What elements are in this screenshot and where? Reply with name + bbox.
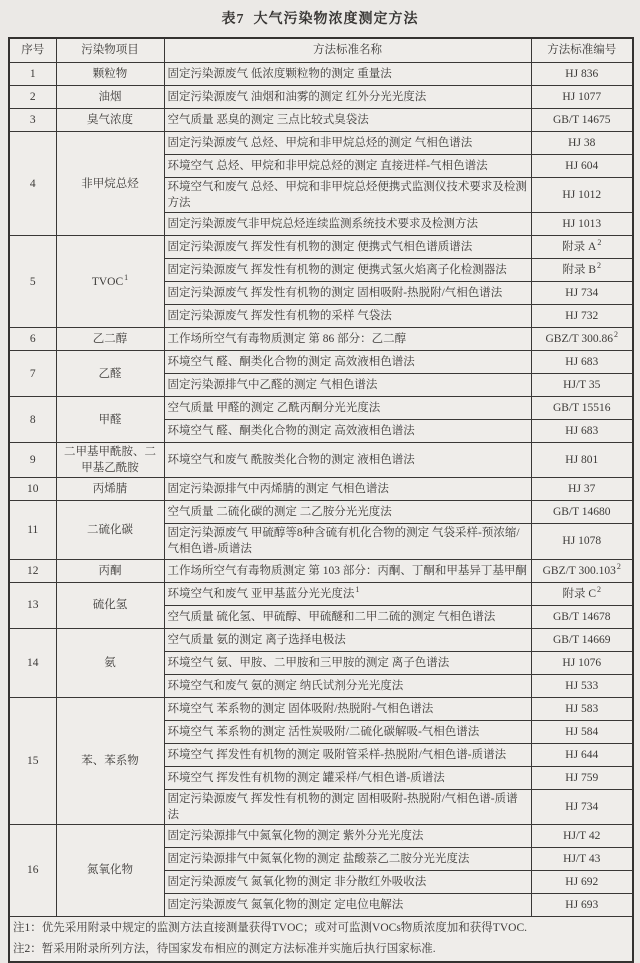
method-code-cell-text: GBZ/T 300.103 bbox=[542, 564, 616, 577]
method-code-cell-text: HJ 1078 bbox=[562, 535, 602, 548]
notes-cell bbox=[9, 916, 633, 962]
method-name-cell bbox=[164, 155, 531, 178]
notes-row bbox=[9, 916, 633, 962]
method-name-cell bbox=[164, 328, 531, 351]
pollutant-cell-text: 丙酮 bbox=[98, 564, 122, 577]
method-code-cell-text: HJ 1077 bbox=[562, 90, 602, 103]
method-name-cell bbox=[164, 259, 531, 282]
method-code-cell-text: HJ 836 bbox=[565, 67, 599, 80]
row-number-cell bbox=[9, 582, 56, 628]
method-name-cell bbox=[164, 132, 531, 155]
method-name-cell-text: 固定污染源废气 挥发性有机物的测定 固相吸附-热脱附/气相色谱法 bbox=[167, 287, 503, 300]
method-name-cell bbox=[164, 789, 531, 824]
table-row bbox=[9, 582, 633, 605]
method-code-cell-text: HJ 1012 bbox=[562, 189, 602, 202]
row-number-cell bbox=[9, 443, 56, 478]
method-name-cell bbox=[164, 397, 531, 420]
method-name-cell bbox=[164, 501, 531, 524]
superscript-note-ref: 2 bbox=[597, 261, 602, 271]
method-code-cell-text: HJ 692 bbox=[565, 875, 599, 888]
method-name-cell-text: 环境空气和废气 氨的测定 纳氏试剂分光光度法 bbox=[167, 679, 404, 692]
row-number-cell-text: 4 bbox=[29, 177, 36, 190]
row-number-cell-text: 1 bbox=[29, 67, 36, 80]
method-code-cell-text: HJ/T 42 bbox=[563, 829, 601, 842]
method-code-cell bbox=[531, 628, 633, 651]
pollutant-cell bbox=[56, 109, 164, 132]
row-number-cell bbox=[9, 824, 56, 916]
table-header bbox=[9, 38, 633, 63]
method-code-cell-text: HJ 38 bbox=[568, 136, 596, 149]
method-code-cell bbox=[531, 109, 633, 132]
method-code-cell-text: HJ/T 35 bbox=[563, 379, 601, 392]
row-number-cell bbox=[9, 236, 56, 328]
method-code-cell-text: GBZ/T 300.86 bbox=[545, 333, 613, 346]
row-number-cell bbox=[9, 697, 56, 824]
method-name-cell-text: 固定污染源废气 总烃、甲烷和非甲烷总烃的测定 气相色谱法 bbox=[167, 136, 473, 149]
method-name-cell bbox=[164, 63, 531, 86]
method-code-cell-text: HJ 734 bbox=[565, 287, 599, 300]
method-code-cell bbox=[531, 893, 633, 916]
method-code-cell bbox=[531, 178, 633, 213]
pollutant-cell bbox=[56, 443, 164, 478]
method-code-cell bbox=[531, 305, 633, 328]
method-name-cell-text: 工作场所空气有毒物质测定 第 103 部分：丙酮、丁酮和甲基异丁基甲酮 bbox=[167, 564, 527, 577]
pollutant-cell-text: 甲醛 bbox=[98, 413, 122, 426]
pollutant-cell-text: 二甲基甲酰胺、二甲基乙酰胺 bbox=[64, 446, 156, 475]
row-number-cell bbox=[9, 132, 56, 236]
superscript-note-ref: 2 bbox=[616, 561, 621, 571]
table-row bbox=[9, 628, 633, 651]
method-code-cell bbox=[531, 374, 633, 397]
method-name-cell-text: 固定污染源废气 挥发性有机物的测定 固相吸附-热脱附/气相色谱-质谱法 bbox=[167, 792, 518, 821]
method-name-cell-text: 固定污染源废气 挥发性有机物的采样 气袋法 bbox=[167, 310, 392, 323]
method-name-cell-text: 固定污染源废气 氮氧化物的测定 定电位电解法 bbox=[167, 898, 404, 911]
method-name-cell bbox=[164, 236, 531, 259]
method-name-cell bbox=[164, 86, 531, 109]
method-code-cell bbox=[531, 132, 633, 155]
method-name-cell bbox=[164, 628, 531, 651]
method-code-cell bbox=[531, 86, 633, 109]
pollutant-cell bbox=[56, 86, 164, 109]
method-name-cell bbox=[164, 743, 531, 766]
method-name-cell-text: 固定污染源排气中氮氧化物的测定 盐酸萘乙二胺分光光度法 bbox=[167, 852, 470, 865]
method-code-cell-text: HJ 683 bbox=[565, 356, 599, 369]
method-code-cell-text: 附录 A bbox=[562, 241, 597, 254]
method-code-cell bbox=[531, 766, 633, 789]
method-name-cell bbox=[164, 524, 531, 559]
pollutant-cell bbox=[56, 824, 164, 916]
pollutant-cell-text: 氮氧化物 bbox=[87, 864, 133, 877]
table-row bbox=[9, 328, 633, 351]
method-name-cell bbox=[164, 766, 531, 789]
method-name-cell bbox=[164, 674, 531, 697]
pollutant-cell bbox=[56, 582, 164, 628]
method-code-cell-text: HJ 683 bbox=[565, 425, 599, 438]
pollutant-cell-text: 氨 bbox=[104, 656, 116, 669]
header-row bbox=[9, 38, 633, 63]
method-code-cell-text: GB/T 14675 bbox=[552, 113, 611, 126]
method-code-cell-text: 附录 C bbox=[562, 587, 597, 600]
method-name-cell-text: 环境空气 醛、酮类化合物的测定 高效液相色谱法 bbox=[167, 356, 415, 369]
method-name-cell bbox=[164, 697, 531, 720]
pollutant-cell-text: 臭气浓度 bbox=[87, 113, 133, 126]
method-code-cell bbox=[531, 501, 633, 524]
superscript-note-ref: 1 bbox=[355, 584, 360, 594]
method-name-cell-text: 固定污染源排气中氮氧化物的测定 紫外分光光度法 bbox=[167, 829, 424, 842]
row-number-cell-text: 3 bbox=[29, 113, 36, 126]
method-code-cell bbox=[531, 582, 633, 605]
pollutant-cell-text: 丙烯腈 bbox=[92, 483, 128, 496]
method-name-cell-text: 环境空气和废气 亚甲基蓝分光光度法 bbox=[167, 587, 355, 600]
table-row bbox=[9, 63, 633, 86]
method-name-cell bbox=[164, 720, 531, 743]
pollutant-cell bbox=[56, 559, 164, 582]
method-name-cell-text: 固定污染源废气 油烟和油雾的测定 红外分光光度法 bbox=[167, 90, 427, 103]
method-code-cell-text: HJ 732 bbox=[565, 310, 599, 323]
pollutant-cell-text: 油烟 bbox=[98, 90, 122, 103]
method-name-cell bbox=[164, 478, 531, 501]
method-name-cell-text: 空气质量 硫化氢、甲硫醇、甲硫醚和二甲二硫的测定 气相色谱法 bbox=[167, 610, 496, 623]
method-code-cell bbox=[531, 651, 633, 674]
method-code-cell bbox=[531, 478, 633, 501]
method-code-cell-text: 附录 B bbox=[562, 264, 597, 277]
method-code-cell bbox=[531, 63, 633, 86]
table-row bbox=[9, 501, 633, 524]
header-cell-method-name: 方法标准名称 bbox=[164, 38, 531, 63]
method-name-cell-text: 环境空气 挥发性有机物的测定 罐采样/气相色谱-质谱法 bbox=[167, 771, 445, 784]
method-name-cell bbox=[164, 351, 531, 374]
method-name-cell-text: 环境空气和废气 酰胺类化合物的测定 液相色谱法 bbox=[167, 454, 415, 467]
method-code-cell bbox=[531, 605, 633, 628]
method-name-cell bbox=[164, 443, 531, 478]
row-number-cell-text: 8 bbox=[29, 413, 36, 426]
method-name-cell bbox=[164, 651, 531, 674]
method-code-cell bbox=[531, 674, 633, 697]
method-code-cell bbox=[531, 351, 633, 374]
method-code-cell bbox=[531, 789, 633, 824]
row-number-cell bbox=[9, 397, 56, 443]
method-name-cell bbox=[164, 213, 531, 236]
superscript-note-ref: 2 bbox=[597, 584, 602, 594]
method-code-cell-text: GB/T 15516 bbox=[552, 402, 611, 415]
method-code-cell-text: HJ 693 bbox=[565, 898, 599, 911]
method-code-cell-text: GB/T 14669 bbox=[552, 633, 611, 646]
superscript-note-ref: 2 bbox=[614, 330, 618, 340]
table-row bbox=[9, 397, 633, 420]
table-row bbox=[9, 132, 633, 155]
method-code-cell-text: HJ/T 43 bbox=[563, 852, 601, 865]
row-number-cell-text: 10 bbox=[27, 483, 39, 496]
method-code-cell-text: GB/T 14678 bbox=[552, 610, 611, 623]
header-cell-method-code: 方法标准编号 bbox=[531, 38, 633, 63]
method-code-cell bbox=[531, 397, 633, 420]
pollutant-cell bbox=[56, 697, 164, 824]
pollutant-cell bbox=[56, 236, 164, 328]
pollutant-cell-text: 苯、苯系物 bbox=[81, 754, 139, 767]
method-code-cell-text: HJ 734 bbox=[565, 800, 599, 813]
pollutant-cell-text: 非甲烷总烃 bbox=[81, 177, 139, 190]
method-code-cell bbox=[531, 847, 633, 870]
method-name-cell-text: 环境空气和废气 总烃、甲烷和非甲烷总烃便携式监测仪技术要求及检测方法 bbox=[167, 181, 527, 210]
method-code-cell bbox=[531, 328, 633, 351]
row-number-cell bbox=[9, 351, 56, 397]
method-code-cell-text: HJ 583 bbox=[565, 702, 599, 715]
method-name-cell bbox=[164, 582, 531, 605]
row-number-cell-text: 13 bbox=[27, 599, 39, 612]
method-name-cell bbox=[164, 824, 531, 847]
row-number-cell-text: 2 bbox=[29, 90, 36, 103]
method-name-cell-text: 环境空气 氨、甲胺、二甲胺和三甲胺的测定 离子色谱法 bbox=[167, 656, 450, 669]
method-code-cell bbox=[531, 743, 633, 766]
method-name-cell-text: 固定污染源排气中丙烯腈的测定 气相色谱法 bbox=[167, 483, 389, 496]
row-number-cell-text: 15 bbox=[27, 754, 39, 767]
row-number-cell bbox=[9, 478, 56, 501]
table-row bbox=[9, 697, 633, 720]
method-name-cell-text: 固定污染源废气 挥发性有机物的测定 便携式氢火焰离子化检测器法 bbox=[167, 264, 507, 277]
row-number-cell-text: 6 bbox=[29, 333, 36, 346]
method-code-cell bbox=[531, 420, 633, 443]
method-code-cell-text: HJ 533 bbox=[565, 679, 599, 692]
method-name-cell-text: 环境空气 苯系物的测定 固体吸附/热脱附-气相色谱法 bbox=[167, 702, 434, 715]
method-code-cell bbox=[531, 824, 633, 847]
pollutant-cell bbox=[56, 132, 164, 236]
method-code-cell bbox=[531, 870, 633, 893]
row-number-cell-text: 9 bbox=[29, 454, 36, 467]
row-number-cell bbox=[9, 559, 56, 582]
note-line-1: 注1：优先采用附录中规定的监测方法直接测量获得TVOC；或对可监测VOCs物质浓度加和获得TVOC. bbox=[13, 921, 527, 934]
method-code-cell bbox=[531, 259, 633, 282]
method-name-cell-text: 环境空气 醛、酮类化合物的测定 高效液相色谱法 bbox=[167, 425, 415, 438]
superscript-note-ref: 2 bbox=[597, 238, 602, 248]
note-line-2: 注2：暂采用附录所列方法，待国家发布相应的测定方法标准并实施后执行国家标准. bbox=[13, 942, 436, 955]
pollutant-cell bbox=[56, 351, 164, 397]
pollutant-cell-text: 乙醛 bbox=[98, 367, 122, 380]
method-code-cell-text: HJ 1013 bbox=[562, 218, 602, 231]
method-code-cell-text: HJ 1076 bbox=[562, 656, 602, 669]
method-name-cell-text: 固定污染源废气非甲烷总烃连续监测系统技术要求及检测方法 bbox=[167, 218, 478, 231]
header-cell-pollutant: 污染物项目 bbox=[56, 38, 164, 63]
table-row bbox=[9, 443, 633, 478]
method-name-cell-text: 固定污染源废气 甲硫醇等8种含硫有机化合物的测定 气袋采样-预浓缩/气相色谱-质谱法 bbox=[167, 527, 520, 556]
row-number-cell bbox=[9, 328, 56, 351]
method-name-cell bbox=[164, 893, 531, 916]
method-name-cell bbox=[164, 870, 531, 893]
method-name-cell-text: 固定污染源废气 低浓度颗粒物的测定 重量法 bbox=[167, 67, 392, 80]
pollutant-cell-text: 二硫化碳 bbox=[87, 523, 133, 536]
method-code-cell-text: HJ 584 bbox=[565, 725, 599, 738]
header-cell-index: 序号 bbox=[9, 38, 56, 63]
table-row bbox=[9, 109, 633, 132]
row-number-cell bbox=[9, 501, 56, 559]
method-code-cell-text: HJ 604 bbox=[565, 159, 599, 172]
method-name-cell-text: 固定污染源废气 挥发性有机物的测定 便携式气相色谱质谱法 bbox=[167, 241, 473, 254]
method-code-cell-text: HJ 644 bbox=[565, 748, 599, 761]
pollutant-cell bbox=[56, 63, 164, 86]
row-number-cell bbox=[9, 628, 56, 697]
method-code-cell bbox=[531, 155, 633, 178]
method-name-cell-text: 空气质量 氨的测定 离子选择电极法 bbox=[167, 633, 346, 646]
row-number-cell bbox=[9, 109, 56, 132]
method-name-cell-text: 空气质量 甲醛的测定 乙酰丙酮分光光度法 bbox=[167, 402, 381, 415]
method-code-cell-text: HJ 801 bbox=[565, 454, 599, 467]
pollutant-cell-text: 硫化氢 bbox=[92, 599, 128, 612]
method-name-cell-text: 环境空气 苯系物的测定 活性炭吸附/二硫化碳解吸-气相色谱法 bbox=[167, 725, 480, 738]
row-number-cell-text: 12 bbox=[27, 564, 39, 577]
row-number-cell bbox=[9, 86, 56, 109]
pollutant-cell-text: TVOC bbox=[91, 275, 124, 288]
method-name-cell bbox=[164, 178, 531, 213]
method-name-cell bbox=[164, 420, 531, 443]
method-name-cell-text: 工作场所空气有毒物质测定 第 86 部分：乙二醇 bbox=[167, 333, 407, 346]
pollutant-cell-text: 颗粒物 bbox=[92, 67, 128, 80]
table-row bbox=[9, 351, 633, 374]
method-code-cell bbox=[531, 282, 633, 305]
method-name-cell bbox=[164, 374, 531, 397]
method-name-cell bbox=[164, 605, 531, 628]
superscript-note-ref: 1 bbox=[124, 272, 129, 282]
row-number-cell bbox=[9, 63, 56, 86]
method-name-cell-text: 固定污染源废气 氮氧化物的测定 非分散红外吸收法 bbox=[167, 875, 427, 888]
table-row bbox=[9, 824, 633, 847]
row-number-cell-text: 14 bbox=[27, 656, 39, 669]
pollutant-cell bbox=[56, 628, 164, 697]
method-name-cell bbox=[164, 847, 531, 870]
method-name-cell-text: 环境空气 总烃、甲烷和非甲烷总烃的测定 直接进样-气相色谱法 bbox=[167, 159, 488, 172]
pollutant-cell bbox=[56, 478, 164, 501]
method-name-cell bbox=[164, 282, 531, 305]
method-code-cell bbox=[531, 720, 633, 743]
method-code-cell bbox=[531, 559, 633, 582]
pollutant-cell-text: 乙二醇 bbox=[92, 333, 128, 346]
method-code-cell bbox=[531, 524, 633, 559]
table-row bbox=[9, 478, 633, 501]
method-name-cell bbox=[164, 305, 531, 328]
method-name-cell-text: 固定污染源排气中乙醛的测定 气相色谱法 bbox=[167, 379, 378, 392]
method-code-cell-text: HJ 37 bbox=[568, 483, 596, 496]
method-code-cell bbox=[531, 213, 633, 236]
table-title: 表7 大气污染物浓度测定方法 bbox=[221, 12, 419, 27]
pollutant-cell bbox=[56, 397, 164, 443]
method-code-cell-text: GB/T 14680 bbox=[552, 506, 611, 519]
table-body bbox=[9, 63, 633, 962]
row-number-cell-text: 7 bbox=[29, 367, 36, 380]
table-row bbox=[9, 86, 633, 109]
row-number-cell-text: 5 bbox=[29, 275, 36, 288]
methods-table bbox=[8, 37, 634, 963]
method-name-cell-text: 环境空气 挥发性有机物的测定 吸附管采样-热脱附/气相色谱-质谱法 bbox=[167, 748, 507, 761]
method-name-cell-text: 空气质量 恶臭的测定 三点比较式臭袋法 bbox=[167, 113, 369, 126]
method-code-cell bbox=[531, 443, 633, 478]
method-code-cell bbox=[531, 236, 633, 259]
method-name-cell bbox=[164, 559, 531, 582]
pollutant-cell bbox=[56, 328, 164, 351]
method-name-cell bbox=[164, 109, 531, 132]
table-row bbox=[9, 236, 633, 259]
method-code-cell bbox=[531, 697, 633, 720]
method-name-cell-text: 空气质量 二硫化碳的测定 二乙胺分光光度法 bbox=[167, 506, 392, 519]
method-code-cell-text: HJ 759 bbox=[565, 771, 599, 784]
row-number-cell-text: 11 bbox=[27, 523, 39, 536]
table-row bbox=[9, 559, 633, 582]
row-number-cell-text: 16 bbox=[27, 864, 39, 877]
pollutant-cell bbox=[56, 501, 164, 559]
